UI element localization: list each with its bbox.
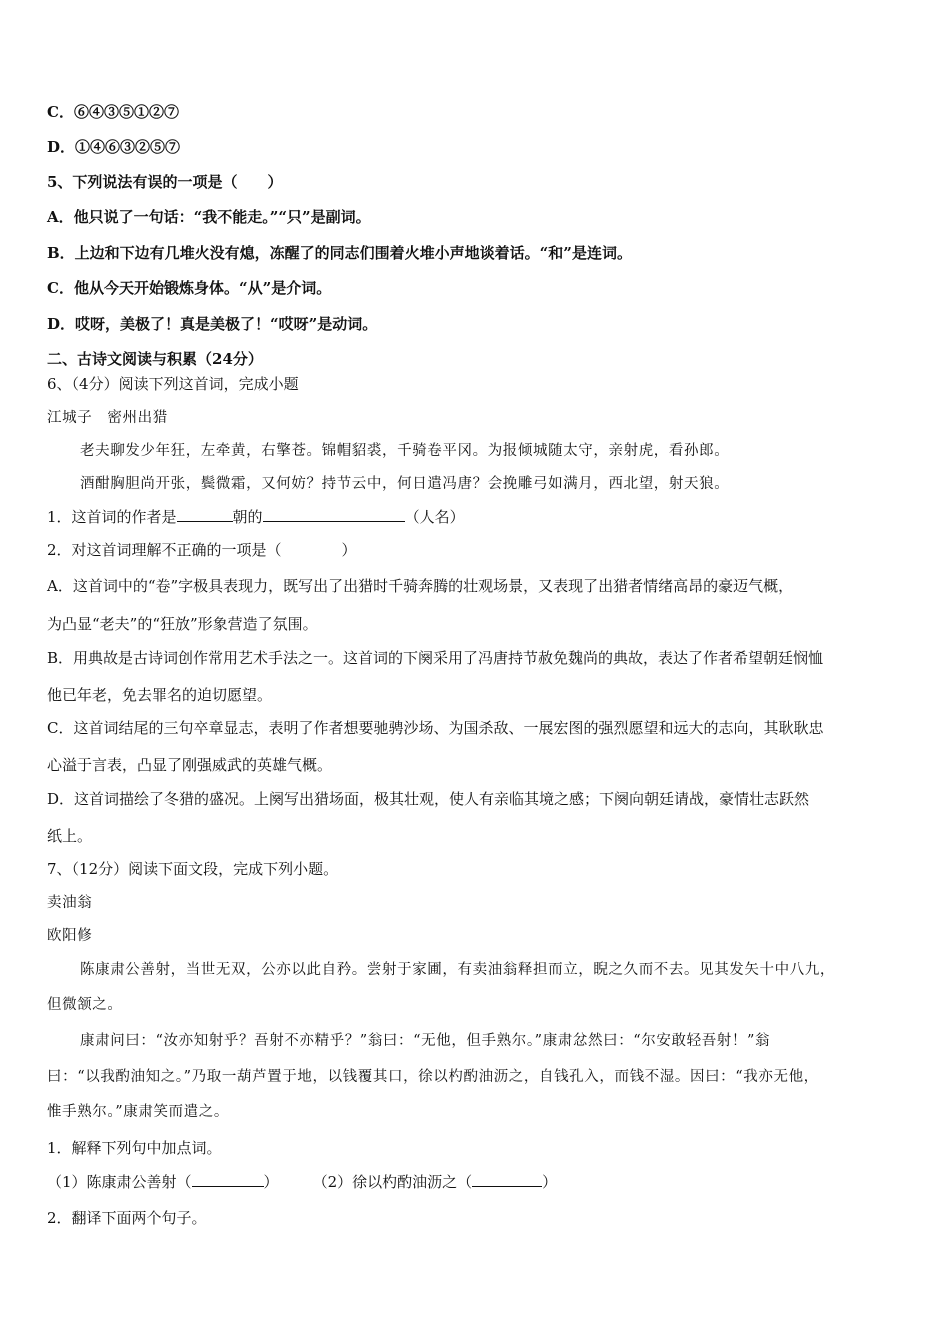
q7-stem: 7、（12分）阅读下面文段，完成下列小题。 — [47, 860, 339, 878]
q5-option-a: A．他只说了一句话：“我不能走。”“只”是副词。 — [47, 208, 371, 226]
q6-option-b-line-2: 他已年老，免去罪名的迫切愿望。 — [47, 686, 273, 704]
q6-sub2: 2．对这首词理解不正确的一项是（ ） — [47, 541, 357, 559]
q6-sub1-text-a: 1．这首词的作者是 — [47, 508, 177, 526]
q7-sub1-item1-a: （1）陈康肃公善射（ — [47, 1173, 192, 1191]
q7-passage-p2-line-2: 曰：“以我酌油知之。”乃取一葫芦置于地，以钱覆其口，徐以杓酌油沥之，自钱孔入，而钱不湿。因曰：“我亦无他， — [47, 1069, 819, 1085]
word-blank-1[interactable] — [192, 1172, 264, 1187]
q7-passage-author: 欧阳修 — [47, 928, 93, 944]
q7-passage-p2-line-3: 惟手熟尔。”康肃笑而遣之。 — [47, 1104, 229, 1120]
q4-option-c: C．⑥④③⑤①②⑦ — [47, 103, 179, 121]
q5-option-b: B．上边和下边有几堆火没有熄，冻醒了的同志们围着火堆小声地谈着话。“和”是连词。 — [47, 244, 632, 262]
q7-passage-title: 卖油翁 — [47, 895, 93, 911]
q7-sub1-item1-b: ） — [263, 1173, 279, 1191]
q7-passage-p1-line-1: 陈康肃公善射，当世无双，公亦以此自矜。尝射于家圃，有卖油翁释担而立，睨之久而不去。见其发矢十中八九， — [80, 962, 835, 978]
q7-sub1-item2-a: （2）徐以杓酌油沥之（ — [312, 1173, 473, 1191]
q6-option-a-line-2: 为凸显“老夫”的“狂放”形象营造了氛围。 — [47, 615, 318, 633]
q5-option-d: D．哎呀，美极了！真是美极了！“哎呀”是动词。 — [47, 315, 378, 333]
q5-stem: 5、下列说法有误的一项是（ ） — [47, 173, 283, 191]
q7-passage-p1-line-2: 但微颔之。 — [47, 997, 123, 1013]
q7-passage-p2-line-1: 康肃问曰：“汝亦知射乎？吾射不亦精乎？”翁曰：“无他，但手熟尔。”康肃忿然曰：“尔安敢轻吾射！”翁 — [80, 1033, 771, 1049]
q6-sub1-text-c: （人名） — [404, 508, 465, 526]
q7-sub1-item2-b: ） — [542, 1173, 558, 1191]
q6-stem: 6、（4分）阅读下列这首词，完成小题 — [47, 375, 299, 393]
q6-option-c-line-2: 心溢于言表，凸显了刚强威武的英雄气概。 — [47, 756, 333, 774]
q6-option-d-line-2: 纸上。 — [47, 827, 93, 845]
q7-sub1-items — [47, 1172, 557, 1192]
author-name-blank[interactable] — [263, 507, 405, 522]
q6-option-b-line-1: B．用典故是古诗词创作常用艺术手法之一。这首词的下阕采用了冯唐持节赦免魏尚的典故，表达了作者希望朝廷悯恤 — [47, 649, 824, 667]
q7-sub2: 2．翻译下面两个句子。 — [47, 1209, 207, 1227]
section-2-title: 二、古诗文阅读与积累（24分） — [47, 350, 263, 368]
q6-option-d-line-1: D．这首词描绘了冬猎的盛况。上阕写出猎场面，极其壮观，使人有亲临其境之感；下阕向朝廷请战，豪情壮志跃然 — [47, 790, 810, 808]
q6-poem-title: 江城子 密州出猎 — [47, 410, 168, 426]
q6-sub1 — [47, 507, 465, 527]
q6-sub1-text-b: 朝的 — [232, 508, 263, 526]
q5-option-c: C．他从今天开始锻炼身体。“从”是介词。 — [47, 279, 332, 297]
q4-option-d: D．①④⑥③②⑤⑦ — [47, 138, 181, 156]
q6-option-c-line-1: C．这首词结尾的三句卒章显志，表明了作者想要驰骋沙场、为国杀敌、一展宏图的强烈愿望和远大的志向，其耿耿忠 — [47, 719, 824, 737]
q7-sub1: 1．解释下列句中加点词。 — [47, 1139, 222, 1157]
word-blank-2[interactable] — [472, 1172, 542, 1187]
q6-option-a-line-1: A．这首词中的“卷”字极具表现力，既写出了出猎时千骑奔腾的壮观场景，又表现了出猎者情绪高昂的豪迈气概， — [47, 577, 794, 595]
author-dynasty-blank[interactable] — [177, 507, 233, 522]
q6-poem-line-2: 酒酣胸胆尚开张，鬓微霜，又何妨？持节云中，何日遣冯唐？会挽雕弓如满月，西北望，射天狼。 — [80, 476, 730, 492]
q6-poem-line-1: 老夫聊发少年狂，左牵黄，右擎苍。锦帽貂裘，千骑卷平冈。为报倾城随太守，亲射虎，看孙郎。 — [80, 443, 730, 459]
